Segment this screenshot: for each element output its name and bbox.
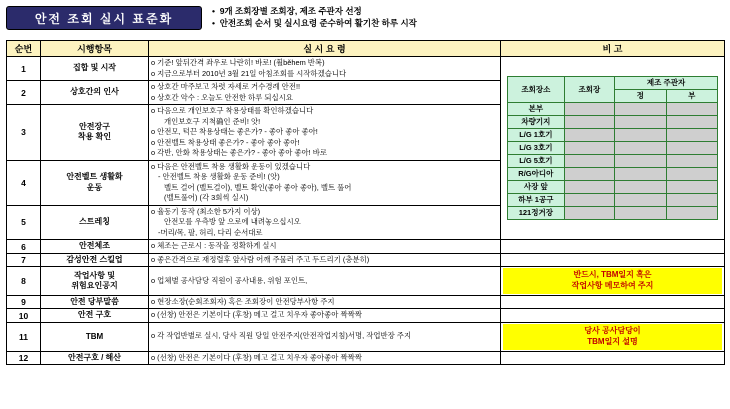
inner-row bbox=[508, 193, 718, 206]
inner-place-name: 121정거장 bbox=[508, 206, 565, 219]
inner-row bbox=[508, 141, 718, 154]
table-row bbox=[7, 253, 725, 267]
inner-owner-main-value bbox=[615, 128, 666, 141]
inner-place-name: L/G 3호기 bbox=[508, 141, 565, 154]
inner-place-name: 차량기지 bbox=[508, 115, 565, 128]
table-row bbox=[7, 322, 725, 351]
inner-owner-main-value bbox=[615, 115, 666, 128]
row-item: 상호간의 인사 bbox=[41, 81, 149, 105]
inner-owner-main-value bbox=[615, 141, 666, 154]
row-number: 1 bbox=[7, 57, 41, 81]
row-number: 3 bbox=[7, 105, 41, 161]
note-cell bbox=[501, 309, 725, 323]
table-row bbox=[7, 351, 725, 365]
inner-header-owner: 제조 주관자 bbox=[615, 76, 718, 89]
row-item: TBM bbox=[41, 322, 149, 351]
inner-owner-sub-value bbox=[666, 167, 717, 180]
page-title: 안전 조회 실시 표준화 bbox=[6, 6, 202, 30]
inner-owner-sub-value bbox=[666, 180, 717, 193]
inner-owner-sub-value bbox=[666, 102, 717, 115]
row-item: 안전장구 착용 확인 bbox=[41, 105, 149, 161]
col-header-item: 시행항목 bbox=[41, 41, 149, 57]
assembly-location-table bbox=[507, 76, 718, 220]
row-detail: o 현장소장(순회조회자) 혹은 조회장이 안전당부사항 주지 bbox=[149, 295, 501, 309]
inner-row bbox=[508, 154, 718, 167]
inner-hall-value bbox=[564, 206, 614, 219]
row-detail: o 기준! 앞뒤간격 좌우로 나란히! 바로! (횔během 반복) o 지금으로부터 2010년 3월 21일 아침조회를 시작하겠습니다 bbox=[149, 57, 501, 81]
header-bullet-1: • 9개 조회장별 조회장, 제조 주관자 선정 bbox=[212, 6, 362, 16]
inner-owner-main-value bbox=[615, 180, 666, 193]
note-cell: 반드시, TBM일지 혹은 작업사항 메모하여 주지 bbox=[501, 267, 725, 296]
note-cell bbox=[501, 351, 725, 365]
table-row bbox=[7, 57, 725, 81]
row-number: 4 bbox=[7, 160, 41, 205]
inner-owner-main-value bbox=[615, 154, 666, 167]
row-item: 작업사항 및 위험요인공지 bbox=[41, 267, 149, 296]
inner-header-place: 조회장소 bbox=[508, 76, 565, 102]
inner-owner-main-value bbox=[615, 102, 666, 115]
row-detail: o 각 작업반별로 실시, 당사 직원 당일 안전주지(안전작업지침)서명, 작업반장 주지 bbox=[149, 322, 501, 351]
inner-hall-value bbox=[564, 180, 614, 193]
row-number: 5 bbox=[7, 205, 41, 240]
note-cell bbox=[501, 253, 725, 267]
table-row bbox=[7, 267, 725, 296]
row-number: 10 bbox=[7, 309, 41, 323]
row-item: 스트레칭 bbox=[41, 205, 149, 240]
inner-owner-sub-value bbox=[666, 115, 717, 128]
inner-row bbox=[508, 167, 718, 180]
header-bullet-list bbox=[212, 4, 417, 30]
inner-hall-value bbox=[564, 102, 614, 115]
inner-row bbox=[508, 115, 718, 128]
row-item: 안전벨트 생활화 운동 bbox=[41, 160, 149, 205]
row-number: 6 bbox=[7, 240, 41, 254]
row-item: 집합 및 시작 bbox=[41, 57, 149, 81]
document-header bbox=[6, 4, 724, 38]
inner-place-name: 사장 앞 bbox=[508, 180, 565, 193]
col-header-no: 순번 bbox=[7, 41, 41, 57]
inner-owner-main-value bbox=[615, 206, 666, 219]
row-number: 2 bbox=[7, 81, 41, 105]
row-detail: o (선창) 안전은 기본이다 (후창) 메고 걸고 치우자 좋아좋아 짝짝짝 bbox=[149, 351, 501, 365]
row-detail: o 다음으로 개인보호구 착용상태를 확인하겠습니다 개인보호구 지척确인 준비! 앗! o 안전모, 턱끈 착용상태는 좋은가? - 좋아 좋아 좋아! o 안전벨트 착용상태 좋은가? - 좋아 좋아 좋아! o 각반, 안화 착용상태는 좋은가? - 좋아 좋아 좋아! 바로 bbox=[149, 105, 501, 161]
standardization-table bbox=[6, 40, 725, 365]
row-number: 9 bbox=[7, 295, 41, 309]
table-row bbox=[7, 309, 725, 323]
inner-place-name: L/G 5호기 bbox=[508, 154, 565, 167]
inner-hall-value bbox=[564, 154, 614, 167]
row-item: 안전 당부말씀 bbox=[41, 295, 149, 309]
inner-hall-value bbox=[564, 193, 614, 206]
row-number: 12 bbox=[7, 351, 41, 365]
row-detail: o (선창) 안전은 기본이다 (후창) 메고 걸고 치우자 좋아좋아 짝짝짝 bbox=[149, 309, 501, 323]
inner-row bbox=[508, 180, 718, 193]
inner-header-owner-sub: 부 bbox=[666, 89, 717, 102]
inner-row bbox=[508, 102, 718, 115]
inner-hall-value bbox=[564, 167, 614, 180]
row-item: 안전구호 / 해산 bbox=[41, 351, 149, 365]
inner-hall-value bbox=[564, 141, 614, 154]
col-header-detail: 실 시 요 령 bbox=[149, 41, 501, 57]
inner-owner-main-value bbox=[615, 167, 666, 180]
inner-owner-sub-value bbox=[666, 193, 717, 206]
col-header-note: 비 고 bbox=[501, 41, 725, 57]
header-bullet-2: • 안전조회 순서 및 실시요령 준수하여 활기찬 하루 시작 bbox=[212, 18, 417, 29]
inner-owner-sub-value bbox=[666, 128, 717, 141]
inner-header-hall: 조회장 bbox=[564, 76, 614, 102]
inner-hall-value bbox=[564, 128, 614, 141]
inner-place-name: L/G 1호기 bbox=[508, 128, 565, 141]
table-header-row bbox=[7, 41, 725, 57]
note-cell bbox=[501, 240, 725, 254]
row-detail: o 체조는 근로시 : 동작을 정확하게 실시 bbox=[149, 240, 501, 254]
note-cell: 당사 공사담당이 TBM일지 설명 bbox=[501, 322, 725, 351]
inner-row bbox=[508, 206, 718, 219]
inner-owner-sub-value bbox=[666, 154, 717, 167]
inner-place-name: 본부 bbox=[508, 102, 565, 115]
row-detail: o 좋은간격으로 재정렬후 앞사람 어깨 주물러 주고 두드리기 (충분히) bbox=[149, 253, 501, 267]
note-cell bbox=[501, 295, 725, 309]
row-item: 안전 구호 bbox=[41, 309, 149, 323]
inner-place-name: R/G아디아 bbox=[508, 167, 565, 180]
inner-owner-main-value bbox=[615, 193, 666, 206]
inner-owner-sub-value bbox=[666, 206, 717, 219]
row-number: 7 bbox=[7, 253, 41, 267]
row-item: 안전체조 bbox=[41, 240, 149, 254]
row-item: 감성안전 스킬업 bbox=[41, 253, 149, 267]
table-body bbox=[7, 57, 725, 365]
inner-owner-sub-value bbox=[666, 141, 717, 154]
inner-header-owner-main: 정 bbox=[615, 89, 666, 102]
inner-hall-value bbox=[564, 115, 614, 128]
row-detail: o 다음은 안전벨트 착용 생활화 운동이 있겠습니다 - 안전벨트 착용 생활화 운동 준비! (앗) 벨트 걸어 (벨트걸이), 벨트 확인(좋아 좋아 좋아), 벨트 풀어 (벨트풀어) (각 3회씩 실시) bbox=[149, 160, 501, 205]
inner-row bbox=[508, 128, 718, 141]
table-row bbox=[7, 240, 725, 254]
row-number: 11 bbox=[7, 322, 41, 351]
assembly-location-table-wrap bbox=[503, 74, 722, 223]
row-detail: o 업체별 공사담당 직원이 공사내용, 위험 포인트, bbox=[149, 267, 501, 296]
table-row bbox=[7, 295, 725, 309]
note-cell-inner-table bbox=[501, 57, 725, 240]
row-detail: o 상호간 마주보고 차렷 자세로 거수경례 안전!! o 상호간 악수 : 오늘도 안전한 하루 되십시요 bbox=[149, 81, 501, 105]
row-number: 8 bbox=[7, 267, 41, 296]
row-detail: o 율동기 동작 (최소한 5가지 이상) 안전모를 우측방 앞 으로에 내려놓으십시오 -머리/목, 팔, 허리, 다리 순서대로 bbox=[149, 205, 501, 240]
inner-place-name: 하부 1공구 bbox=[508, 193, 565, 206]
